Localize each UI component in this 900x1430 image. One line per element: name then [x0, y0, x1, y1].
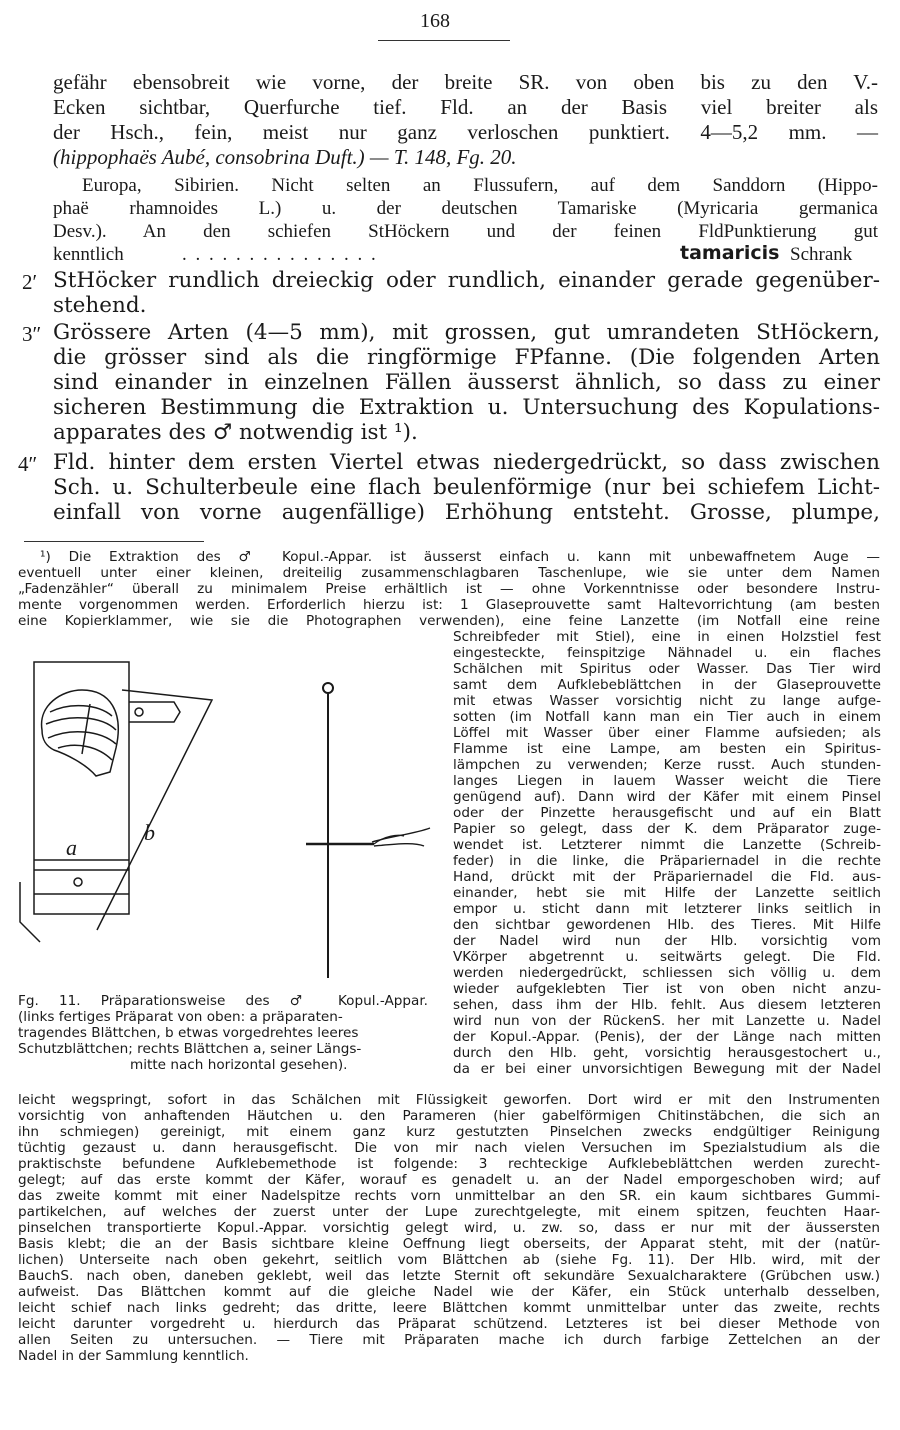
key-line: Sch. u. Schulterbeule eine flach beulenförmige (nur bei schiefem Licht- [53, 475, 880, 500]
pin-head [323, 683, 333, 693]
note-line: Europa, Sibirien. Nicht selten an Flussufern, auf dem Sanddorn (Hippo- [82, 175, 878, 196]
key-line: Grössere Arten (4—5 mm), mit grossen, gut umrandeten StHöckern, [53, 320, 880, 345]
footnote-line: vorsichtig von anhaftenden Häutchen u. den Parameren (hier gabelförmigen Chitinstäbchen, die sich an [18, 1108, 880, 1124]
header-rule [378, 40, 510, 41]
footnote-line: feder) in die linke, die Präpariernadel in die rechte [453, 853, 881, 869]
key-line: stehend. [53, 293, 147, 318]
footnote-line: Löffel mit Wasser über einer Flamme aufsieden; als [453, 725, 881, 741]
key-line: Fld. hinter dem ersten Viertel etwas niedergedrückt, so dass zwischen [53, 450, 880, 475]
key-line: sind einander in einzelnen Fällen äusserst ähnlich, so dass zu einer [53, 370, 880, 395]
footnote-line: lämpchen zu verwenden; Kerze russt. Auch stunden- [453, 757, 881, 773]
main-line: der Hsch., fein, meist nur ganz verloschen punktiert. 4—5,2 mm. — [53, 120, 878, 144]
footnote-line: oder der Pinzette herausgefischt und auf ein Blatt [453, 805, 881, 821]
key-line: die grösser sind als die ringförmige FPfanne. (Die folgenden Arten [53, 345, 880, 370]
figure-caption: (links fertiges Präparat von oben: a präparaten- [18, 1009, 343, 1025]
footnote-line: genügend auf). Dann wird der Käfer mit einem Pinsel [453, 789, 881, 805]
aedeagus-drawing [42, 690, 119, 776]
footnote-line: eingesteckte, feinspitzige Nähnadel u. ein flaches [453, 645, 881, 661]
footnote-line: wieder aufgeklebten Tier ist von oben nicht anzu- [453, 981, 881, 997]
footnote-line: Nadel in der Sammlung kenntlich. [18, 1348, 249, 1364]
footnote-line: sotten (im Notfall kann man ein Tier auch in einem [453, 709, 881, 725]
note-line: phaë rhamnoides L.) u. der deutschen Tamariske (Myricaria germanica [53, 198, 878, 219]
footnote-line: Basis klebt; die an der Basis sichtbare kleine Oeffnung liegt oberseits, der Apparat steht, mit der (natür- [18, 1236, 880, 1252]
footnote-line: praktischste befundene Aufklebemethode ist folgende: 3 rechteckige Aufklebeblättchen werden zurecht- [18, 1156, 880, 1172]
footnote-line: der Nadel wird nun der Hlb. vorsichtig vom [453, 933, 881, 949]
key-line: StHöcker rundlich dreieckig oder rundlich, einander gerade gegenüber- [53, 268, 880, 293]
main-line: (hippophaës Aubé, consobrina Duft.) — T. 148, Fg. 20. [53, 145, 517, 169]
species-name: tamaricis [680, 242, 780, 264]
figure-caption: Schutzblättchen; rechts Blättchen a, seiner Längs- [18, 1041, 362, 1057]
leaf-b-corner [20, 882, 40, 942]
footnote-line: ihn schmiegen) gereinigt, mit einem ganz kurz gestutzten Pinselchen zwecks endgültiger Reinigung [18, 1124, 880, 1140]
footnote-line: VKörper abgetrennt u. seitwärts gelegt. Die Fld. [453, 949, 881, 965]
footnote-line: pinselchen transportierte Kopul.-Appar. vorsichtig gelegt wird, u. zw. so, dass er nur mit der äussersten [18, 1220, 880, 1236]
footnote-line: mente vorgenommen werden. Erforderlich hierzu ist: 1 Glaseprouvette samt Haltevorrichtung (am besten [18, 597, 880, 613]
footnote-rule [24, 541, 204, 542]
label-b: b [144, 820, 155, 845]
key-marker: 4″ [18, 452, 38, 476]
footnote-line: langes Liegen in lauem Wasser weicht die Tiere [453, 773, 881, 789]
leader-dots: . . . . . . . . . . . . . . . [182, 244, 378, 265]
footnote-line: gelegt; auf das erste kommt der Käfer, worauf es genadelt u. an der Nadel emporgeschoben wird; auf [18, 1172, 880, 1188]
label-a: a [66, 835, 77, 860]
footnote-line: allen Seiten zu untersuchen. — Tiere mit Präparaten mache ich durch farbige Zettelchen an der [18, 1332, 880, 1348]
footnote-line: Papier so gelegt, dass der K. dem Präparator zuge- [453, 821, 881, 837]
footnote-line: ¹) Die Extraktion des ♂ Kopul.-Appar. ist äusserst einfach u. kann mit unbewaffnetem Auge — [40, 549, 880, 565]
footnote-line: mit etwas Wasser vorsichtig nicht zu lange aufge- [453, 693, 881, 709]
footnote-line: leicht darunter vorgedreht u. hierdurch das Präparat schützend. Letzteres ist bei dieser Methode von [18, 1316, 880, 1332]
key-line: apparates des ♂ notwendig ist ¹). [53, 420, 418, 445]
species-author: Schrank [790, 244, 853, 265]
footnote-line: „Fadenzähler“ überall zu minimalem Preise erhältlich ist — ohne Vorkenntnisse oder besondere Instru- [18, 581, 880, 597]
footnote-line: da er bei einer unvorsichtigen Bewegung mit der Nadel [453, 1061, 881, 1077]
footnote-line: der Kopul.-Appar. (Penis), der der Länge nach mitten [453, 1029, 881, 1045]
footnote-line: Flamme ist eine Lampe, am besten ein Spiritus- [453, 741, 881, 757]
footnote-line: empor u. sticht dann mit letzterer links seitlich in [453, 901, 881, 917]
footnote-line: durch den Hlb. geht, vorsichtig herausgestochert u., [453, 1045, 881, 1061]
footnote-line: tüchtig gezaust u. dann herausgefischt. Die von mir nach vielen Versuchen im Spezialstudium als die [18, 1140, 880, 1156]
footnote-line: leicht wegspringt, sofort in das Schälchen mit Flüssigkeit geworfen. Dort wird er mit den Instrumenten [18, 1092, 880, 1108]
footnote-line: BauchS. nach oben, daneben geklebt, weil das letzte Sternit oft sekundäre Sexualcharaktere (Grübchen usw.) [18, 1268, 880, 1284]
needle-hole [74, 878, 82, 886]
footnote-line: das zweite kommt mit einer Nadelspitze rechts vorn unmittelbar an den SR. ein kaum sichtbares Gummi- [18, 1188, 880, 1204]
key-marker: 3″ [22, 322, 42, 346]
figure-caption: mitte nach horizontal gesehen). [130, 1057, 348, 1073]
footnote-line: werden niedergedrückt, schliessen sich völlig u. dem [453, 965, 881, 981]
footnote-line: den sichtbar gewordenen Hlb. des Tieres. Mit Hilfe [453, 917, 881, 933]
footnote-line: samt dem Aufklebeblättchen in der Glaseprouvette [453, 677, 881, 693]
leaf-a-outline [34, 662, 129, 914]
key-marker: 2′ [22, 270, 38, 294]
footnote-line: Schälchen mit Spiritus oder Wasser. Das Tier wird [453, 661, 881, 677]
footnote-line: wird nun von der RückenS. her mit Lanzette u. Nadel [453, 1013, 881, 1029]
footnote-line: wendet ist. Letzterer nimmt die Lanzette (Schreib- [453, 837, 881, 853]
preparation-illustration [12, 650, 444, 998]
footnote-line: Schreibfeder mit Stiel), eine in einen Holzstiel fest [453, 629, 881, 645]
note-line: Desv.). An den schiefen StHöckern und der feinen FldPunktierung gut [53, 221, 878, 242]
main-line: gefähr ebensobreit wie vorne, der breite SR. von oben bis zu den V.- [53, 70, 878, 94]
footnote-line: einander, hebt sie mit Hilfe der Lanzette seitlich [453, 885, 881, 901]
footnote-line: partikelchen, auf welches der zuerst unter der Lupe zurechtgelegte, mit einem spitzen, feuchten Haar- [18, 1204, 880, 1220]
page-number: 168 [420, 10, 450, 32]
footnote-line: lichen) Unterseite nach oben gekehrt, seitlich vom Blättchen ab (siehe Fg. 11). Der Hlb. wird, mit der [18, 1252, 880, 1268]
footnote-line: leicht schief nach links gedreht; das dritte, leere Blättchen kommt unmittelbar unter das zweite, rechts [18, 1300, 880, 1316]
main-line: Ecken sichtbar, Querfurche tief. Fld. an der Basis viel breiter als [53, 95, 878, 119]
footnote-line: eine Kopierklammer, wie sie die Photographen verwenden), eine feine Lanzette (im Notfall eine reine [18, 613, 880, 629]
footnote-line: aufweist. Das Blättchen kommt auf die gleiche Nadel wie der Käfer, ein Stück unterhalb desselben, [18, 1284, 880, 1300]
footnote-line: Hand, drückt mit der Präpariernadel die Fld. aus- [453, 869, 881, 885]
footnote-line: sehen, dass ihm der Hlb. fehlt. Aus diesem letzteren [453, 997, 881, 1013]
figure-caption: tragendes Blättchen, b etwas vorgedrehtes leeres [18, 1025, 359, 1041]
species-prefix: kenntlich [53, 244, 124, 265]
key-line: einfall von vorne augenfällige) Erhöhung entsteht. Grosse, plumpe, [53, 500, 880, 525]
key-line: sicheren Bestimmung die Extraktion u. Untersuchung des Kopulations- [53, 395, 880, 420]
figure-caption: Fg. 11. Präparationsweise des ♂ Kopul.-Appar. [18, 993, 428, 1009]
footnote-line: eventuell unter einer kleinen, dreiteilig zusammenschlagbaren Taschenlupe, wie sie unter dem Namen [18, 565, 880, 581]
